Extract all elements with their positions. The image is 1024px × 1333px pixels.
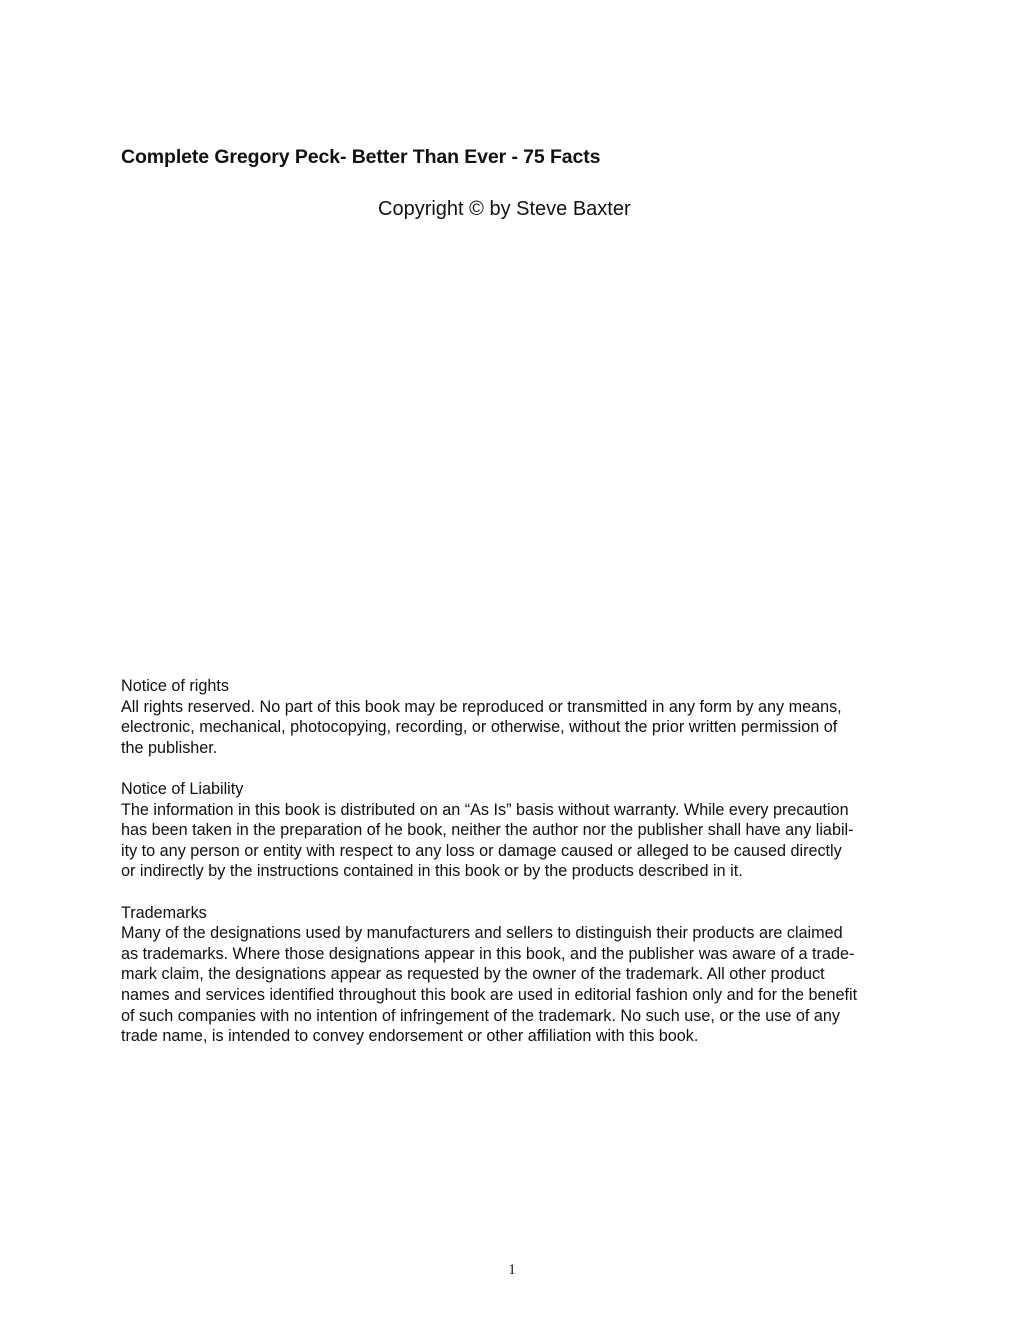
copyright-line: Copyright © by Steve Baxter	[378, 198, 631, 220]
body-line: trade name, is intended to convey endorsement or other affiliation with this book.	[121, 1027, 699, 1046]
book-title: Complete Gregory Peck- Better Than Ever - 75 Facts	[121, 146, 601, 168]
notice-of-liability-section	[121, 779, 911, 882]
section-heading: Trademarks	[121, 903, 207, 922]
body-line: Many of the designations used by manufacturers and sellers to distinguish their products are claimed	[121, 924, 843, 943]
body-line: the publisher.	[121, 738, 218, 757]
body-line: electronic, mechanical, photocopying, recording, or otherwise, without the prior written permission of	[121, 718, 838, 737]
body-line: The information in this book is distributed on an “As Is” basis without warranty. While every precaution	[121, 800, 849, 819]
section-heading: Notice of rights	[121, 677, 229, 695]
body-line: as trademarks. Where those designations appear in this book, and the publisher was aware of a trade-	[121, 944, 855, 963]
trademarks-section	[121, 903, 911, 1047]
body-line: mark claim, the designations appear as requested by the owner of the trademark. All other product	[121, 965, 825, 984]
legal-notices	[121, 676, 911, 1067]
body-line: of such companies with no intention of infringement of the trademark. No such use, or the use of any	[121, 1006, 840, 1025]
body-line: All rights reserved. No part of this book may be reproduced or transmitted in any form by any means,	[121, 697, 842, 716]
body-line: ity to any person or entity with respect to any loss or damage caused or alleged to be caused directly	[121, 841, 842, 860]
section-heading: Notice of Liability	[121, 779, 244, 798]
body-line: has been taken in the preparation of he book, neither the author nor the publisher shall have any liabil-	[121, 821, 854, 840]
page-number: 1	[508, 1262, 516, 1278]
notice-of-rights-section	[121, 676, 911, 758]
body-line: or indirectly by the instructions contained in this book or by the products described in it.	[121, 862, 743, 881]
body-line: names and services identified throughout this book are used in editorial fashion only and for the benefit	[121, 985, 858, 1004]
